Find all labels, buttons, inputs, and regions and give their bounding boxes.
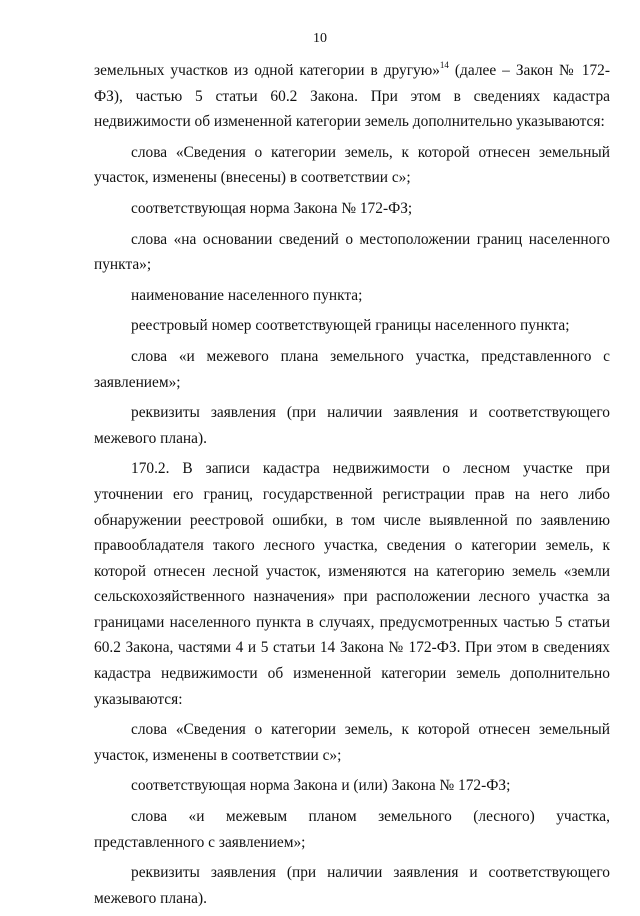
paragraph: слова «и межевым планом земельного (лесного) участка, представленного с заявлением»;: [94, 808, 610, 851]
document-body: [94, 58, 610, 916]
paragraph: наименование населенного пункта;: [131, 286, 363, 304]
paragraph: слова «на основании сведений о местоположении границ населенного пункта»;: [94, 230, 610, 274]
paragraph: реестровый номер соответствующей границы населенного пункта;: [131, 317, 570, 335]
page-number: 10: [313, 31, 327, 46]
paragraph: реквизиты заявления (при наличии заявления и соответствующего межевого плана).: [94, 404, 610, 447]
paragraph: слова «Сведения о категории земель, к которой отнесен земельный участок, изменены (внесены) в соответствии с»;: [94, 143, 610, 187]
paragraph: соответствующая норма Закона № 172-ФЗ;: [131, 199, 413, 217]
paragraph-continuation: [94, 58, 610, 135]
paragraph: слова «и межевого плана земельного участка, представленного с заявлением»;: [94, 347, 610, 391]
paragraph: реквизиты заявления (при наличии заявления и соответствующего межевого плана).: [94, 864, 610, 907]
paragraph-text: (далее – Закон № 172-ФЗ), частью 5 статьи 60.2 Закона. При этом в сведениях кадастра недвижимости об измененной категории земель дополнительно указываются:: [94, 62, 610, 131]
paragraph: слова «Сведения о категории земель, к которой отнесен земельный участок, изменены в соответствии с»;: [94, 721, 610, 764]
paragraph-170-2: 170.2. В записи кадастра недвижимости о лесном участке при уточнении его границ, государственной регистрации прав на него либо обнаружении реестровой ошибки, в том числе выявленной по заявлению правообладателя такого лесного участка, сведения о категории земель, к которой отнесен лесной участок, изменяются на категорию земель «земли сельскохозяйственного назначения» при расположении лесного участка за границами населенного пункта в случаях, предусмотренных частью 5 статьи 60.2 Закона, частями 4 и 5 статьи 14 Закона № 172-ФЗ. При этом в сведениях кадастра недвижимости об измененной категории земель дополнительно указываются:: [94, 460, 610, 708]
paragraph: соответствующая норма Закона и (или) Закона № 172-ФЗ;: [131, 777, 511, 795]
footnote-reference: 14: [439, 60, 449, 70]
paragraph-text: земельных участков из одной категории в другую»: [94, 62, 440, 79]
